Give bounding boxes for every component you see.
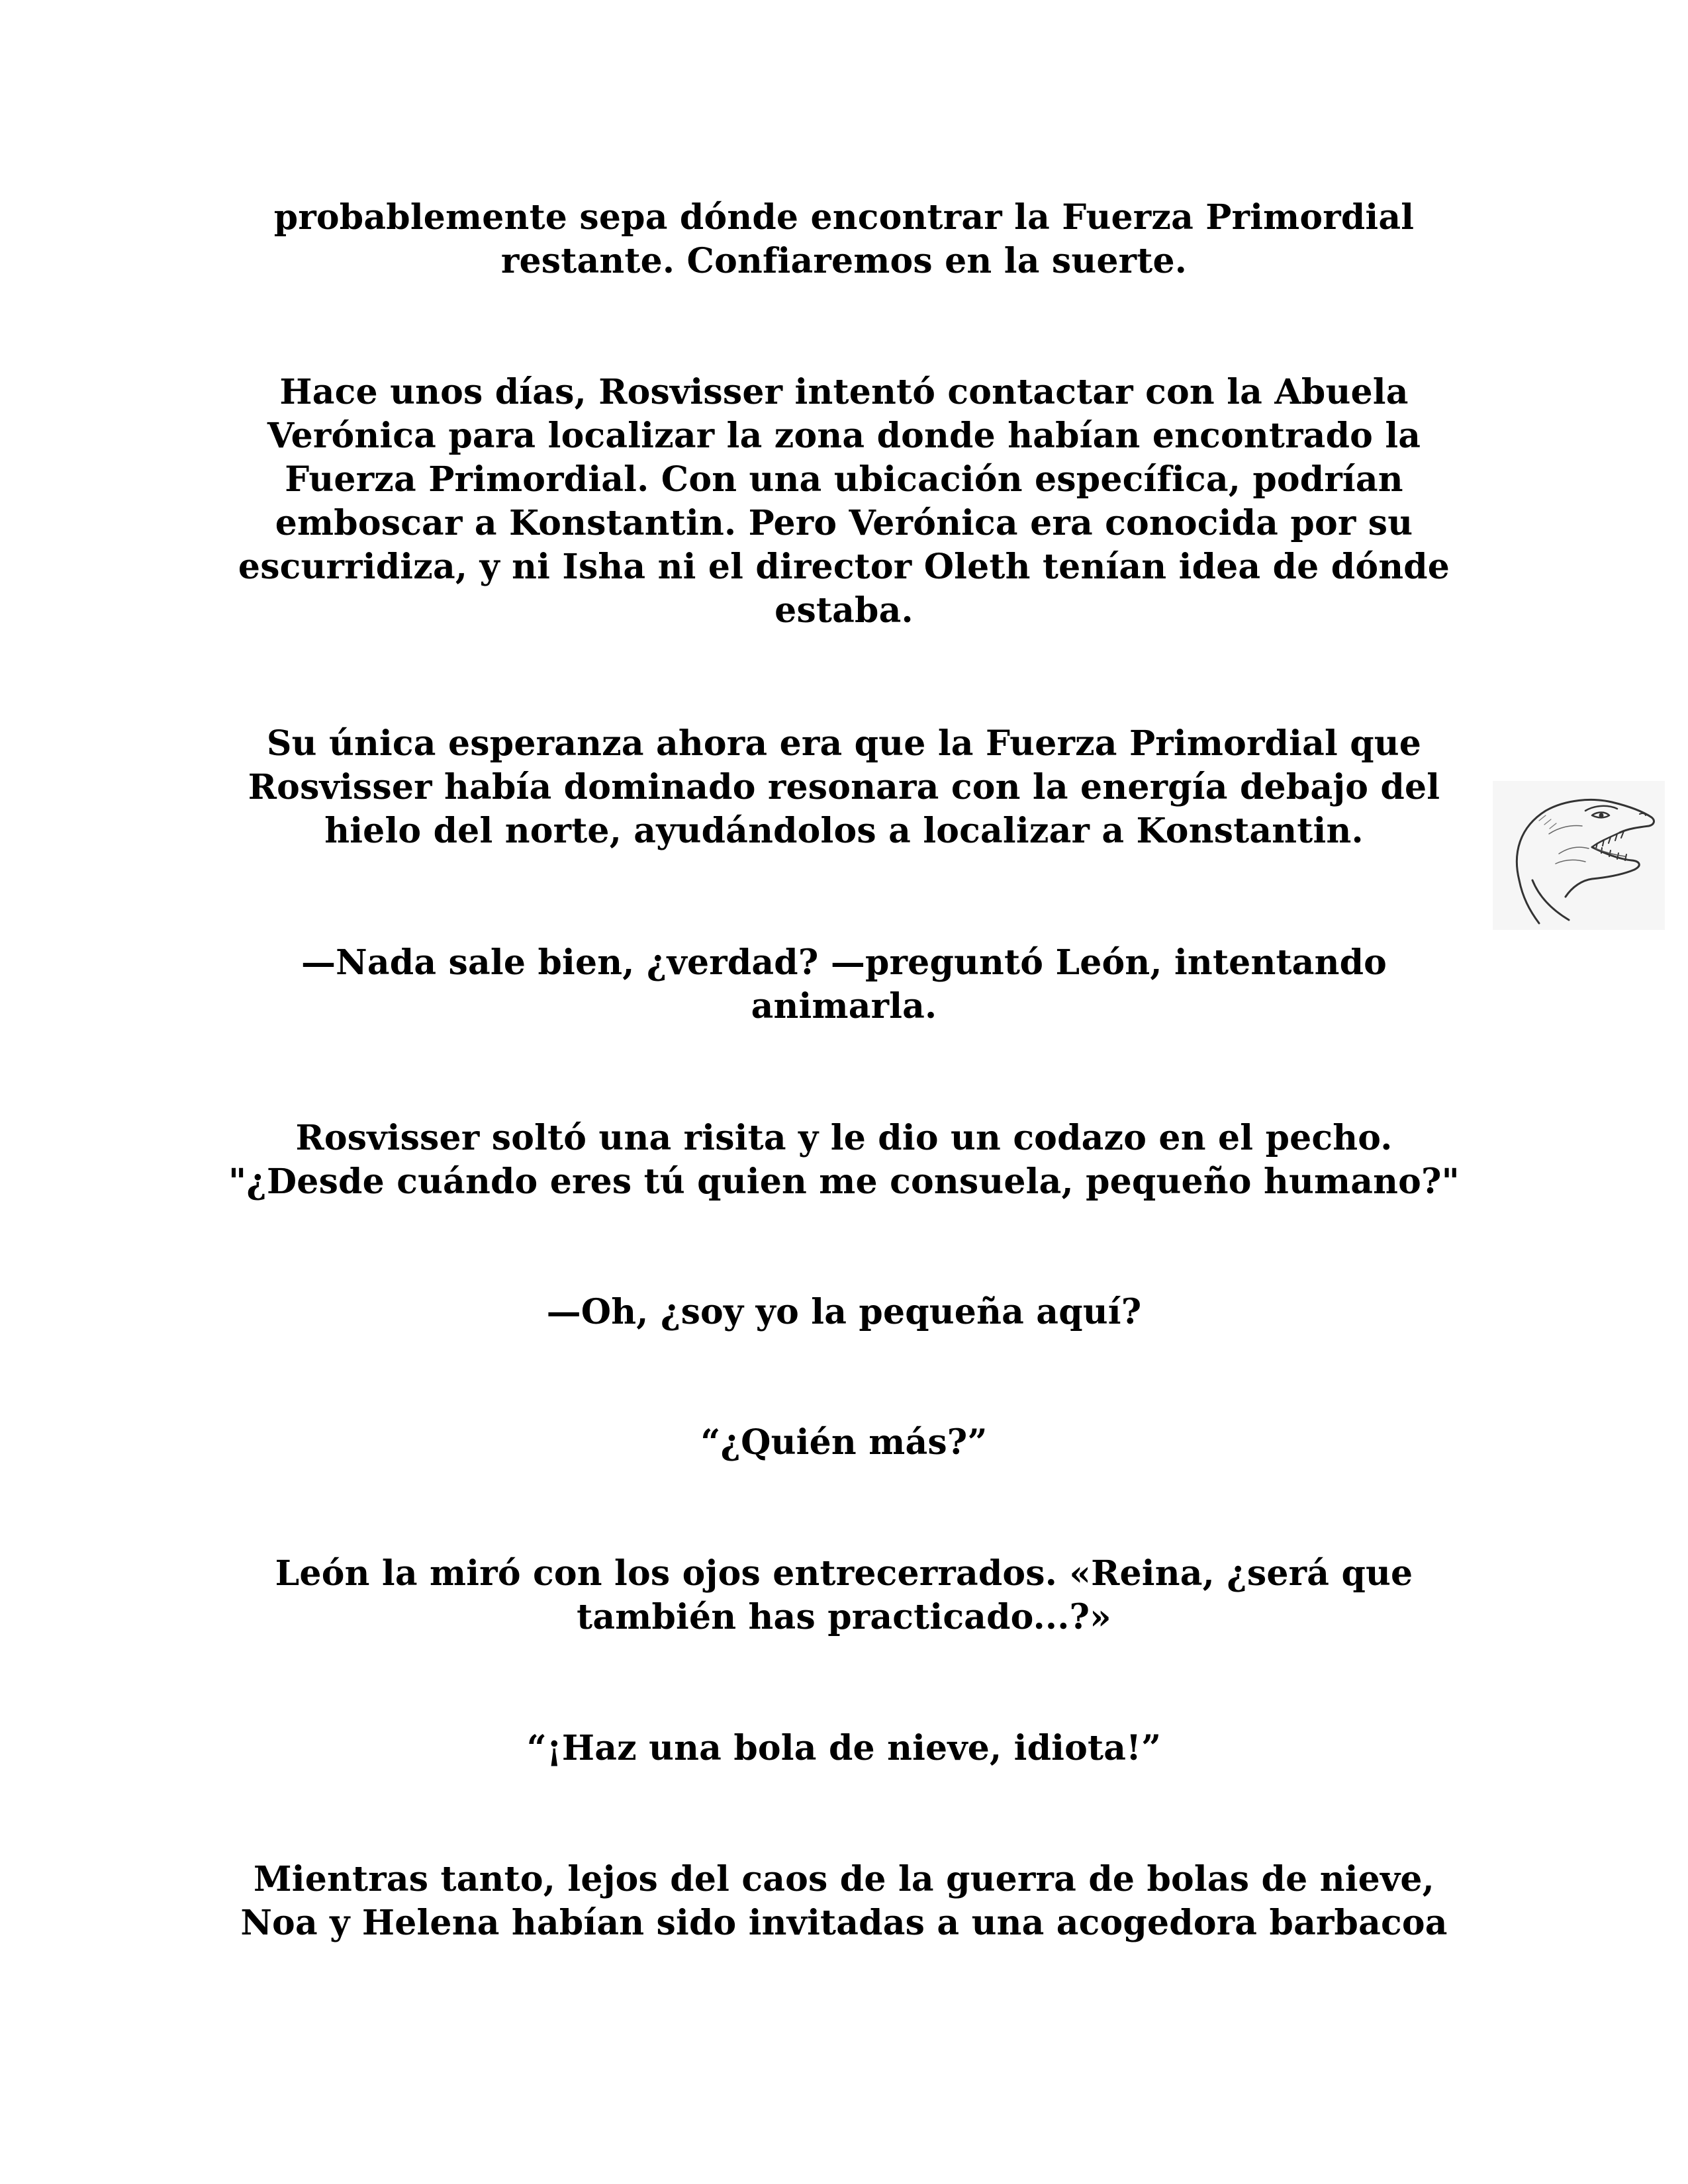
paragraph-line: Rosvisser había dominado resonara con la energía debajo del xyxy=(248,767,1440,807)
paragraph-line: "¿Desde cuándo eres tú quien me consuela, pequeño humano?" xyxy=(228,1161,1460,1202)
paragraph-line: Rosvisser soltó una risita y le dio un codazo en el pecho. xyxy=(295,1118,1393,1158)
paragraph-line: Mientras tanto, lejos del caos de la guerra de bolas de nieve, xyxy=(254,1859,1434,1899)
paragraph-line: escurridiza, y ni Isha ni el director Oleth tenían idea de dónde xyxy=(238,547,1450,587)
paragraph-line: probablemente sepa dónde encontrar la Fuerza Primordial xyxy=(273,197,1415,238)
paragraph-line: —Oh, ¿soy yo la pequeña aquí? xyxy=(546,1292,1142,1332)
paragraph-line: animarla. xyxy=(751,986,937,1026)
paragraph-line: hielo del norte, ayudándolos a localizar a Konstantin. xyxy=(324,811,1364,851)
paragraph-8 xyxy=(199,1552,1489,1639)
paragraph-line: Noa y Helena habían sido invitadas a una acogedora barbacoa xyxy=(240,1903,1448,1943)
paragraph-line: restante. Confiaremos en la suerte. xyxy=(500,241,1188,281)
paragraph-line: León la miró con los ojos entrecerrados. «Reina, ¿será que xyxy=(275,1553,1413,1594)
paragraph-line: emboscar a Konstantin. Pero Verónica era conocida por su xyxy=(275,503,1413,543)
paragraph-line: Fuerza Primordial. Con una ubicación específica, podrían xyxy=(285,459,1403,500)
paragraph-3 xyxy=(199,722,1489,853)
paragraph-line: Hace unos días, Rosvisser intentó contactar con la Abuela xyxy=(279,372,1409,412)
paragraph-6 xyxy=(199,1291,1489,1334)
paragraph-7 xyxy=(199,1421,1489,1465)
paragraph-10 xyxy=(199,1858,1489,1945)
paragraph-line: Verónica para localizar la zona donde habían encontrado la xyxy=(267,416,1421,456)
paragraph-5 xyxy=(199,1116,1489,1204)
paragraph-line: “¡Haz una bola de nieve, idiota!” xyxy=(526,1728,1162,1768)
paragraph-line: “¿Quién más?” xyxy=(700,1422,988,1463)
paragraph-4 xyxy=(199,941,1489,1028)
paragraph-line: también has practicado...?» xyxy=(577,1597,1111,1637)
paragraph-9 xyxy=(199,1727,1489,1770)
paragraph-1 xyxy=(199,196,1489,283)
paragraph-line: Su única esperanza ahora era que la Fuerza Primordial que xyxy=(266,723,1422,764)
paragraph-line: estaba. xyxy=(774,590,914,631)
paragraph-line: —Nada sale bien, ¿verdad? —preguntó León, intentando xyxy=(301,942,1387,983)
dinosaur-head-sketch-icon xyxy=(1493,781,1665,930)
paragraph-2 xyxy=(199,371,1489,633)
